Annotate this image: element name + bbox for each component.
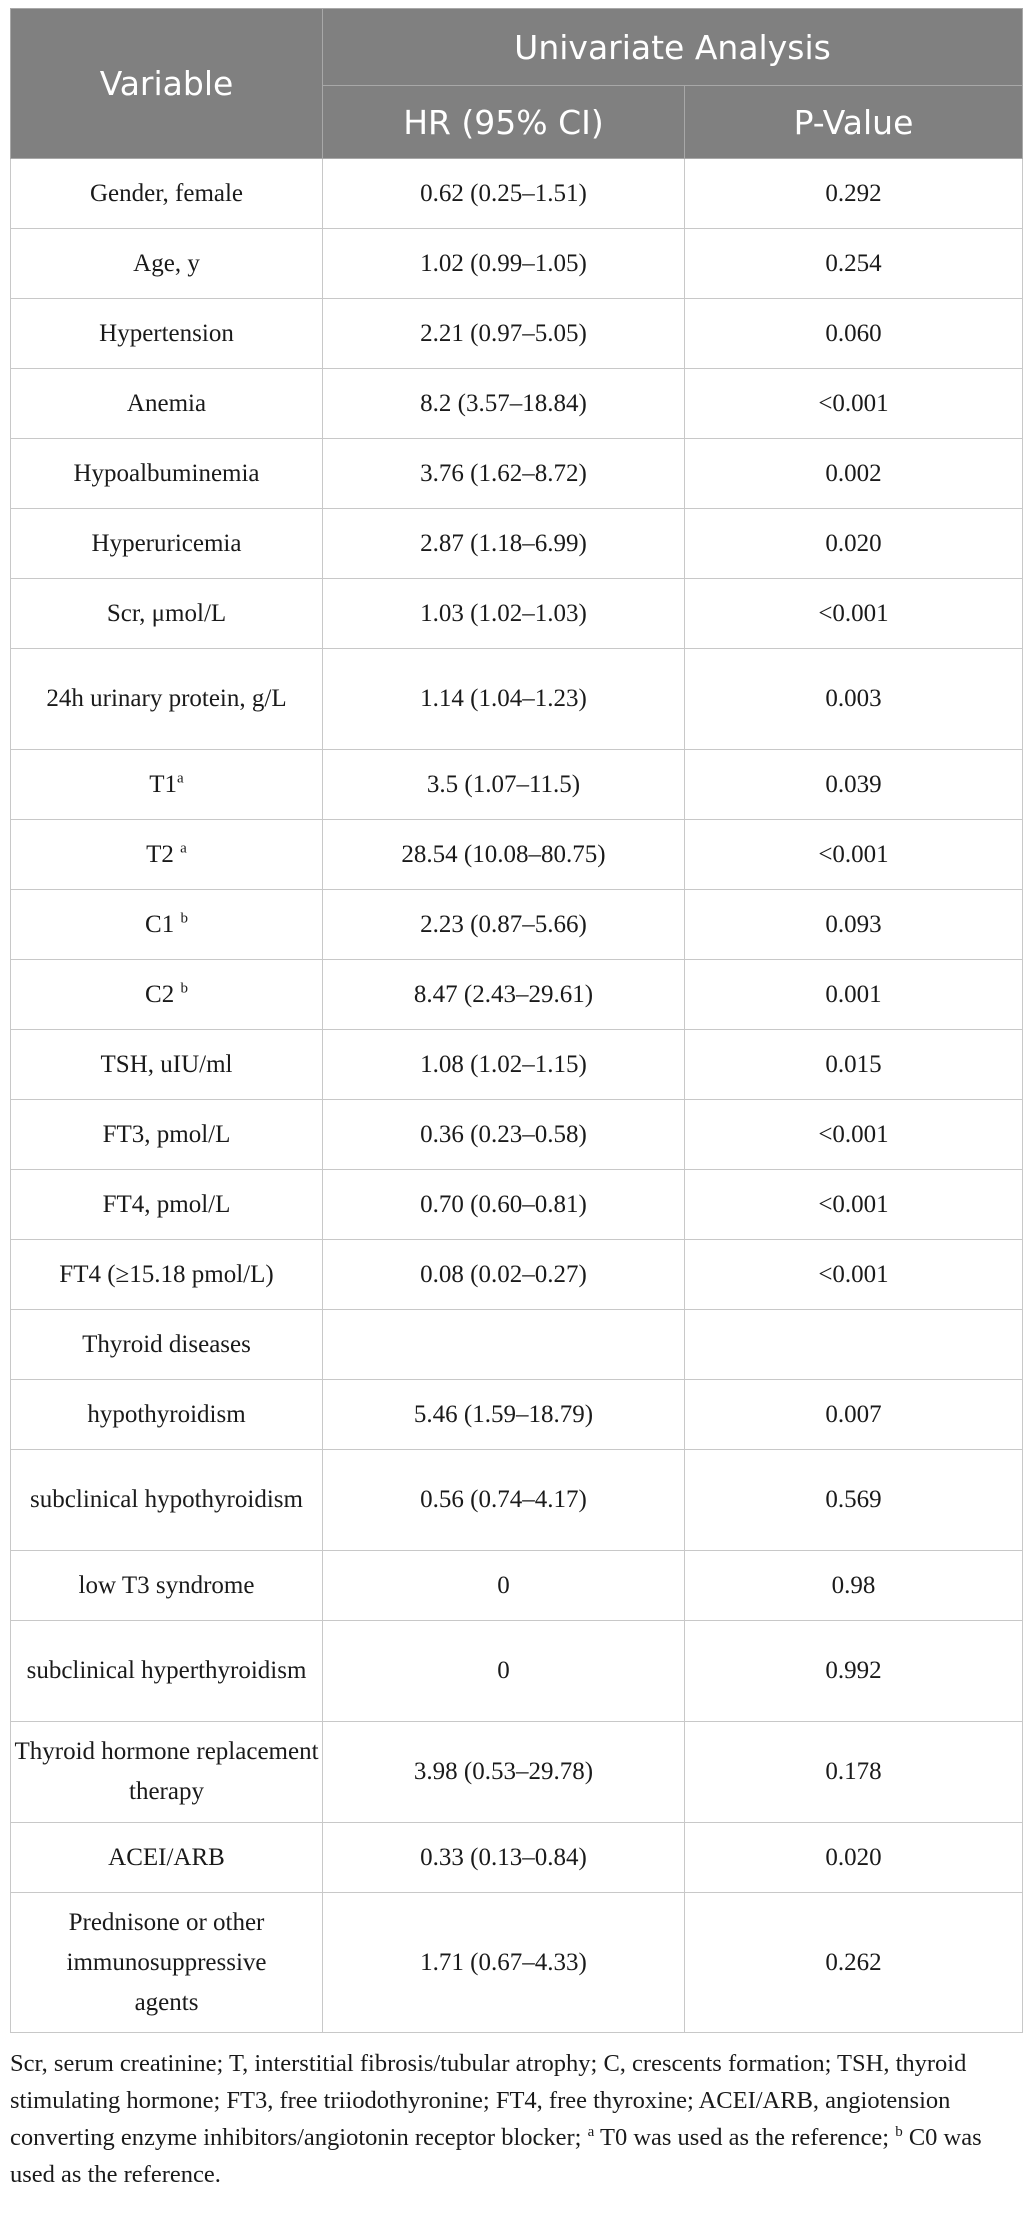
cell-hr: 1.14 (1.04–1.23) — [323, 649, 685, 750]
cell-variable — [11, 1621, 323, 1722]
variable-label: Scr, μmol/L — [106, 599, 227, 627]
cell-p-value: <0.001 — [685, 369, 1023, 439]
header-p-value: P-Value — [685, 86, 1023, 159]
footnote-sup-b: b — [895, 2123, 903, 2140]
variable-label: C1 — [145, 910, 181, 938]
header-hr: HR (95% CI) — [323, 86, 685, 159]
cell-hr: 0 — [323, 1551, 685, 1621]
cell-variable — [11, 960, 323, 1030]
cell-p-value: 0.001 — [685, 960, 1023, 1030]
variable-label: subclinical hypothyroidism — [30, 1486, 303, 1513]
table-row — [11, 1030, 1023, 1100]
cell-hr: 0 — [323, 1621, 685, 1722]
cell-hr: 0.08 (0.02–0.27) — [323, 1240, 685, 1310]
variable-label: hypothyroidism — [87, 1400, 246, 1428]
cell-hr: 1.03 (1.02–1.03) — [323, 579, 685, 649]
variable-label: Anemia — [126, 389, 207, 417]
table-row — [11, 579, 1023, 649]
cell-hr: 3.5 (1.07–11.5) — [323, 750, 685, 820]
table-row — [11, 439, 1023, 509]
cell-hr: 8.47 (2.43–29.61) — [323, 960, 685, 1030]
header-univariate-analysis: Univariate Analysis — [323, 9, 1023, 86]
table-row — [11, 159, 1023, 229]
table-row — [11, 1893, 1023, 2033]
cell-variable — [11, 649, 323, 750]
variable-superscript: a — [180, 840, 187, 857]
table-row — [11, 369, 1023, 439]
cell-hr: 1.71 (0.67–4.33) — [323, 1893, 685, 2033]
cell-hr: 0.36 (0.23–0.58) — [323, 1100, 685, 1170]
table-row — [11, 1310, 1023, 1380]
cell-variable — [11, 1310, 323, 1380]
cell-hr: 0.62 (0.25–1.51) — [323, 159, 685, 229]
variable-label: low T3 syndrome — [78, 1571, 255, 1599]
cell-hr: 0.33 (0.13–0.84) — [323, 1823, 685, 1893]
table-footnote — [10, 2045, 1022, 2193]
table-row — [11, 1823, 1023, 1893]
cell-p-value: 0.292 — [685, 159, 1023, 229]
cell-hr: 0.56 (0.74–4.17) — [323, 1450, 685, 1551]
variable-label: Prednisone or other immunosuppressive agents — [66, 1908, 267, 2016]
variable-label: Thyroid diseases — [82, 1330, 251, 1358]
header-variable: Variable — [11, 9, 323, 159]
cell-p-value: 0.003 — [685, 649, 1023, 750]
cell-variable — [11, 1450, 323, 1551]
variable-label: T1 — [149, 770, 178, 798]
cell-variable — [11, 1823, 323, 1893]
cell-variable — [11, 299, 323, 369]
cell-p-value: 0.039 — [685, 750, 1023, 820]
cell-p-value: <0.001 — [685, 1170, 1023, 1240]
table-row — [11, 1240, 1023, 1310]
cell-p-value: <0.001 — [685, 1240, 1023, 1310]
cell-variable — [11, 1551, 323, 1621]
table-row — [11, 1170, 1023, 1240]
table-row — [11, 750, 1023, 820]
footnote-text: Scr, serum creatinine; T, interstitial fibrosis/tubular atrophy; C, crescents formation; TSH, thyroid stimulating hormone; FT3, free triiodothyronine; FT4, free thyroxine; ACEI/ARB, angiotension converting enzyme inhibitors/angiotonin receptor blocker; — [10, 2050, 967, 2151]
variable-superscript: b — [180, 980, 188, 997]
variable-label: FT4 (≥15.18 pmol/L) — [59, 1260, 274, 1288]
variable-label: Hypoalbuminemia — [73, 459, 260, 487]
cell-variable — [11, 509, 323, 579]
variable-label: FT3, pmol/L — [102, 1120, 231, 1148]
cell-p-value: 0.262 — [685, 1893, 1023, 2033]
cell-variable — [11, 369, 323, 439]
cell-p-value: 0.992 — [685, 1621, 1023, 1722]
cell-variable — [11, 1893, 323, 2033]
cell-hr: 8.2 (3.57–18.84) — [323, 369, 685, 439]
cell-variable — [11, 1100, 323, 1170]
univariate-analysis-table — [10, 8, 1023, 2033]
cell-p-value: <0.001 — [685, 1100, 1023, 1170]
cell-hr: 3.98 (0.53–29.78) — [323, 1722, 685, 1823]
table-row — [11, 960, 1023, 1030]
cell-variable — [11, 1170, 323, 1240]
table-row — [11, 890, 1023, 960]
table-row — [11, 1100, 1023, 1170]
cell-variable — [11, 229, 323, 299]
table-container — [10, 8, 1022, 2193]
table-row — [11, 299, 1023, 369]
cell-p-value: 0.060 — [685, 299, 1023, 369]
variable-label: Thyroid hormone replacement therapy — [14, 1738, 319, 1805]
table-header — [11, 9, 1023, 159]
cell-p-value: 0.569 — [685, 1450, 1023, 1551]
cell-variable — [11, 579, 323, 649]
cell-p-value: 0.020 — [685, 509, 1023, 579]
cell-p-value: 0.98 — [685, 1551, 1023, 1621]
table-row — [11, 229, 1023, 299]
cell-hr: 28.54 (10.08–80.75) — [323, 820, 685, 890]
cell-variable — [11, 750, 323, 820]
variable-label: 24h urinary protein, g/L — [46, 685, 287, 712]
cell-hr: 2.21 (0.97–5.05) — [323, 299, 685, 369]
cell-variable — [11, 890, 323, 960]
footnote-note-b: C0 was used as the reference. — [10, 2124, 982, 2188]
cell-hr: 3.76 (1.62–8.72) — [323, 439, 685, 509]
variable-label: Age, y — [133, 249, 200, 277]
variable-superscript: b — [180, 910, 188, 927]
cell-p-value: 0.015 — [685, 1030, 1023, 1100]
cell-p-value: <0.001 — [685, 579, 1023, 649]
variable-label: TSH, uIU/ml — [100, 1050, 233, 1078]
table-row — [11, 1621, 1023, 1722]
variable-superscript: a — [177, 770, 184, 787]
table-row — [11, 509, 1023, 579]
cell-hr: 2.23 (0.87–5.66) — [323, 890, 685, 960]
cell-variable — [11, 439, 323, 509]
table-row — [11, 1722, 1023, 1823]
cell-hr: 5.46 (1.59–18.79) — [323, 1380, 685, 1450]
cell-p-value: 0.093 — [685, 890, 1023, 960]
cell-variable — [11, 820, 323, 890]
table-row — [11, 1380, 1023, 1450]
cell-hr: 0.70 (0.60–0.81) — [323, 1170, 685, 1240]
cell-hr: 1.02 (0.99–1.05) — [323, 229, 685, 299]
table-row — [11, 649, 1023, 750]
table-row — [11, 1551, 1023, 1621]
cell-hr — [323, 1310, 685, 1380]
cell-variable — [11, 1380, 323, 1450]
cell-p-value: 0.020 — [685, 1823, 1023, 1893]
table-row — [11, 820, 1023, 890]
variable-label: Gender, female — [89, 179, 244, 207]
cell-p-value: 0.007 — [685, 1380, 1023, 1450]
footnote-sup-a: a — [587, 2123, 595, 2140]
cell-p-value: <0.001 — [685, 820, 1023, 890]
cell-variable — [11, 159, 323, 229]
cell-p-value: 0.254 — [685, 229, 1023, 299]
table-body — [11, 159, 1023, 2033]
cell-variable — [11, 1240, 323, 1310]
cell-variable — [11, 1722, 323, 1823]
table-row — [11, 1450, 1023, 1551]
footnote-note-a: T0 was used as the reference; — [594, 2124, 896, 2151]
cell-p-value: 0.178 — [685, 1722, 1023, 1823]
variable-label: Hypertension — [99, 319, 234, 347]
variable-label: Hyperuricemia — [91, 529, 242, 557]
variable-label: T2 — [146, 840, 181, 868]
variable-label: subclinical hyperthyroidism — [26, 1657, 307, 1684]
cell-p-value — [685, 1310, 1023, 1380]
cell-hr: 1.08 (1.02–1.15) — [323, 1030, 685, 1100]
cell-hr: 2.87 (1.18–6.99) — [323, 509, 685, 579]
variable-label: FT4, pmol/L — [102, 1190, 231, 1218]
variable-label: C2 — [145, 980, 181, 1008]
cell-variable — [11, 1030, 323, 1100]
variable-label: ACEI/ARB — [108, 1843, 225, 1871]
cell-p-value: 0.002 — [685, 439, 1023, 509]
